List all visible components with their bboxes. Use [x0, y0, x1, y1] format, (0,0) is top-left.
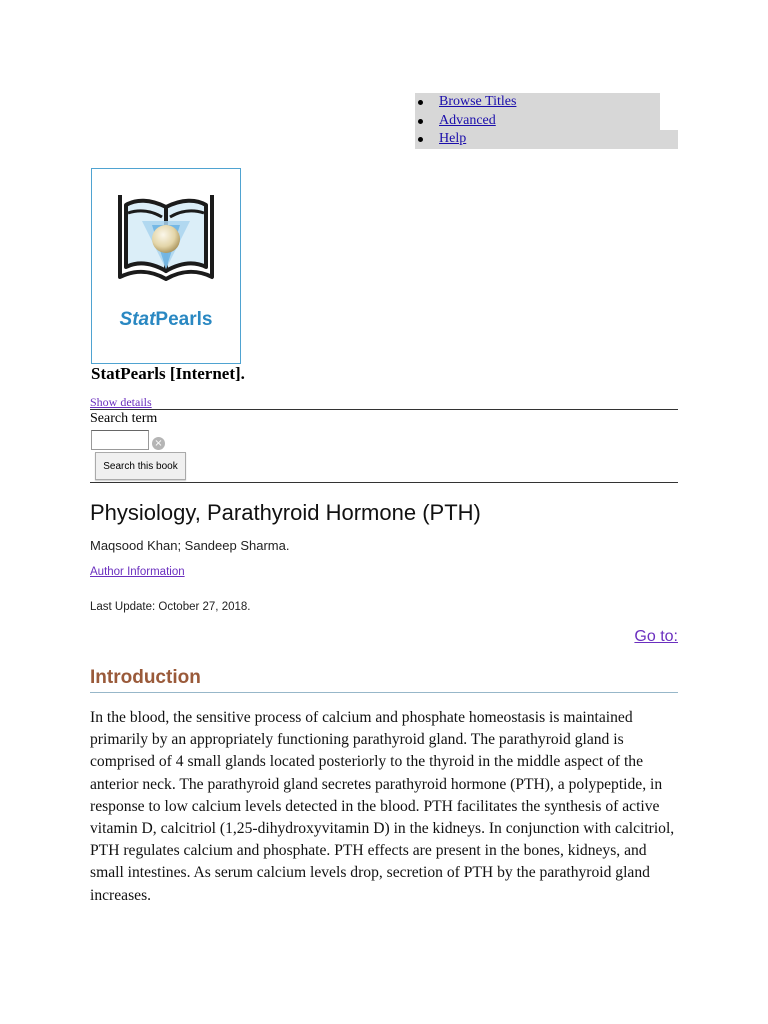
article-authors: Maqsood Khan; Sandeep Sharma.: [90, 538, 290, 553]
search-input[interactable]: [91, 430, 149, 450]
section-heading-introduction: Introduction: [90, 667, 201, 688]
clear-search-icon[interactable]: ×: [152, 437, 165, 450]
top-nav: [415, 93, 678, 149]
last-update: Last Update: October 27, 2018.: [90, 601, 251, 613]
logo-wordmark: [92, 309, 240, 331]
search-term-label: Search term: [90, 411, 158, 426]
nav-link-help[interactable]: Help: [439, 131, 467, 146]
show-details-link[interactable]: Show details: [90, 395, 152, 409]
goto-link[interactable]: Go to:: [634, 628, 678, 645]
logo-pearls-text: Pearls: [155, 309, 213, 330]
bullet-icon: [418, 137, 423, 142]
divider: [90, 409, 678, 410]
book-title: StatPearls [Internet].: [91, 364, 245, 383]
open-book-icon: [92, 169, 240, 299]
bullet-icon: [418, 119, 423, 124]
section-divider: [90, 692, 678, 693]
logo-stat-text: Stat: [119, 309, 156, 330]
author-information-link[interactable]: Author Information: [90, 566, 185, 578]
search-this-book-button[interactable]: Search this book: [95, 452, 186, 480]
nav-link-browse-titles[interactable]: Browse Titles: [439, 94, 517, 109]
nav-item-help: [415, 130, 678, 149]
nav-item-browse-titles: [415, 93, 660, 112]
nav-item-advanced: [415, 112, 660, 131]
introduction-paragraph: In the blood, the sensitive process of calcium and phosphate homeostasis is maintained primarily by an appropriately functioning parathyroid gland. The parathyroid gland is comprised of 4 small glands located posteriorly to the thyroid in the middle aspect of the anterior neck. The parathyroid gland secretes parathyroid hormone (PTH), a polypeptide, in response to low calcium levels detected in the blood. PTH facilitates the synthesis of active vitamin D, calcitriol (1,25-dihydroxyvitamin D) in the kidneys. In conjunction with calcitriol, PTH regulates calcium and phosphate. PTH effects are present in the bones, kidneys, and small intestines. As serum calcium levels drop, secretion of PTH by the parathyroid gland increases.: [90, 709, 675, 904]
book-cover-logo[interactable]: [91, 168, 241, 364]
bullet-icon: [418, 100, 423, 105]
divider: [90, 482, 678, 483]
nav-link-advanced[interactable]: Advanced: [439, 112, 496, 128]
nav-list: [415, 93, 678, 149]
page-title: Physiology, Parathyroid Hormone (PTH): [90, 500, 481, 525]
